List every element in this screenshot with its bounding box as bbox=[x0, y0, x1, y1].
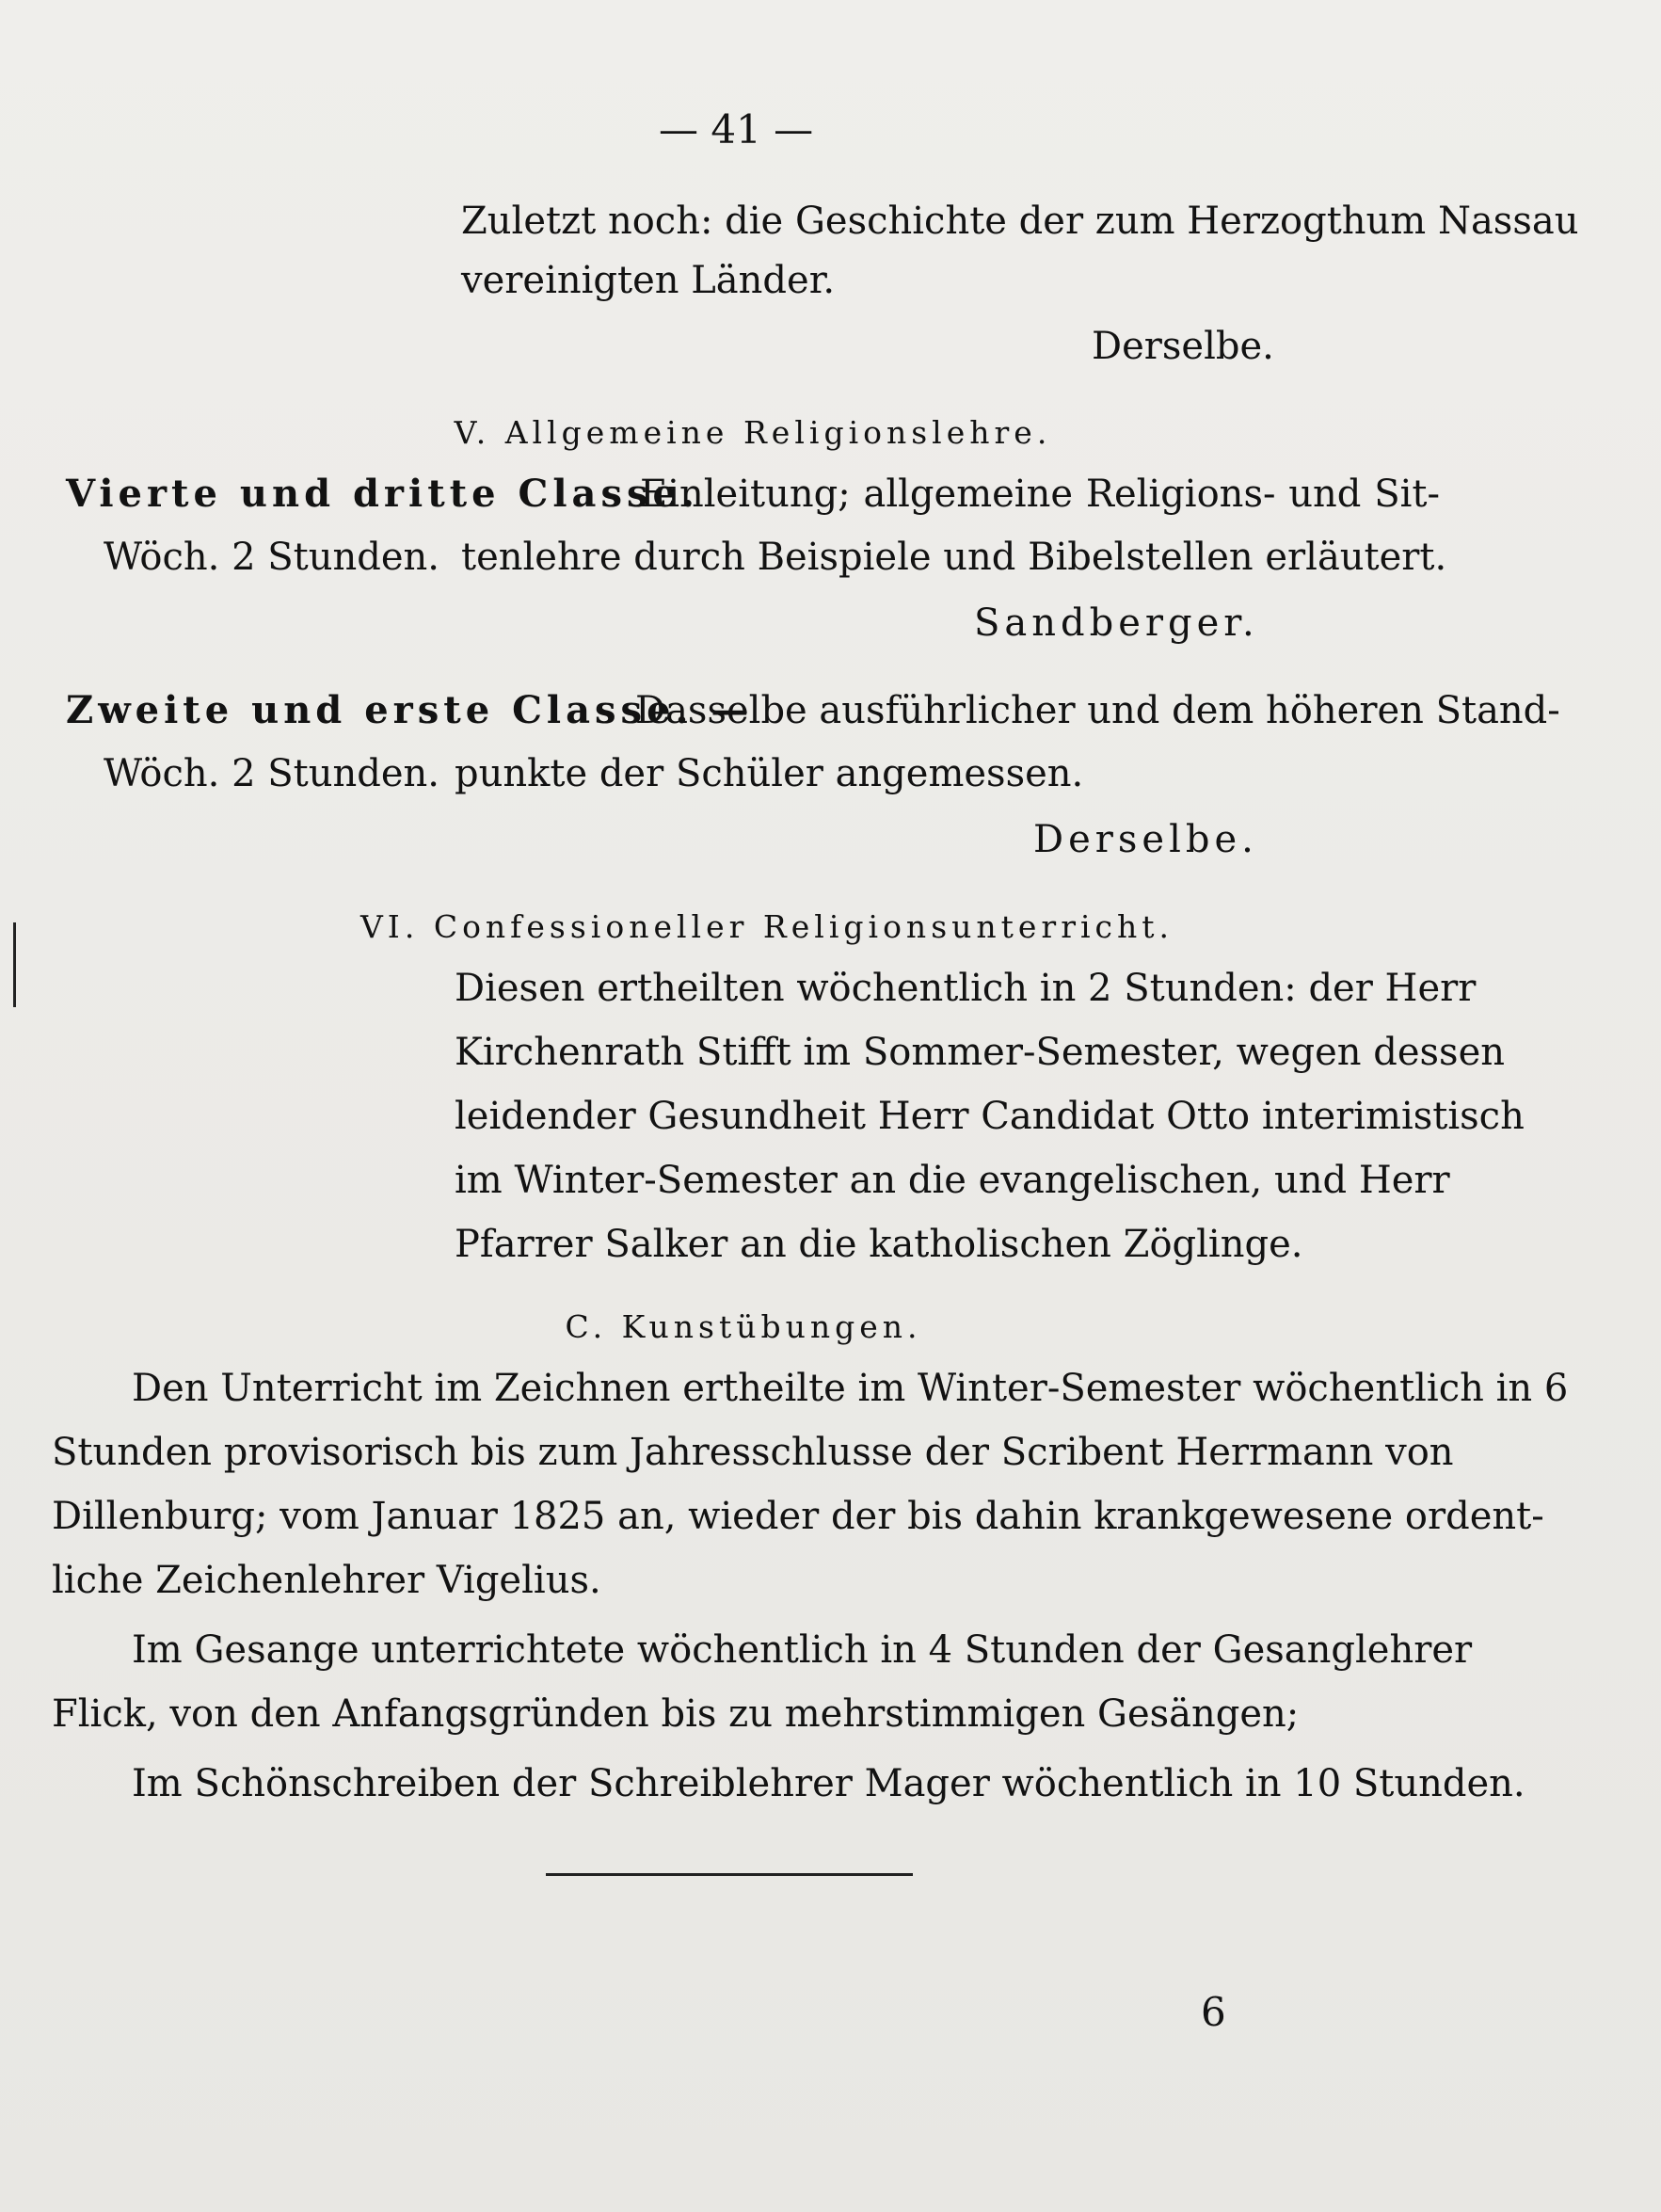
page-number: — 41 — bbox=[659, 106, 814, 152]
text-line: vereinigten Länder. bbox=[461, 259, 836, 302]
text-line: Flick, von den Anfangsgründen bis zu mehrstimmigen Gesängen; bbox=[52, 1692, 1300, 1736]
text-line: Den Unterricht im Zeichnen ertheilte im Winter-Semester wöchentlich in 6 bbox=[132, 1367, 1569, 1410]
text-line: Einleitung; allgemeine Religions- und Sit- bbox=[640, 473, 1440, 516]
text-line: im Winter-Semester an die evangelischen, und Herr bbox=[455, 1159, 1450, 1202]
section-heading: VI. Confessioneller Religionsunterricht. bbox=[359, 908, 1174, 945]
class-label: Vierte und dritte Classe. bbox=[66, 472, 699, 516]
text-line: liche Zeichenlehrer Vigelius. bbox=[52, 1559, 601, 1602]
text-line: punkte der Schüler angemessen. bbox=[455, 752, 1084, 795]
hours-label: Wöch. 2 Stunden. bbox=[104, 752, 439, 795]
text-line: Pfarrer Salker an die katholischen Zöglinge. bbox=[455, 1223, 1303, 1266]
teacher-name: Derselbe. bbox=[1092, 325, 1274, 368]
text-line: Diesen ertheilten wöchentlich in 2 Stunden: der Herr bbox=[455, 967, 1477, 1010]
text-line: leidender Gesundheit Herr Candidat Otto interimistisch bbox=[455, 1095, 1525, 1138]
class-label: Zweite und erste Classe. — bbox=[66, 688, 754, 732]
text-line: Dasselbe ausführlicher und dem höheren Stand- bbox=[635, 689, 1560, 732]
teacher-name: Sandberger. bbox=[974, 601, 1259, 645]
text-line: Im Gesange unterrichtete wöchentlich in 4 Stunden der Gesanglehrer bbox=[132, 1628, 1473, 1672]
text-line: Kirchenrath Stifft im Sommer-Semester, wegen dessen bbox=[455, 1031, 1506, 1074]
text-line: Dillenburg; vom Januar 1825 an, wieder der bis dahin krankgewesene ordent- bbox=[52, 1495, 1544, 1538]
hours-label: Wöch. 2 Stunden. bbox=[104, 536, 439, 579]
section-heading: C. Kunstübungen. bbox=[565, 1308, 922, 1345]
binding-edge bbox=[13, 922, 16, 1007]
text-line: Zuletzt noch: die Geschichte der zum Herzogthum Nassau bbox=[461, 200, 1579, 243]
teacher-name: Derselbe. bbox=[1033, 818, 1258, 861]
section-divider bbox=[546, 1873, 913, 1876]
text-line: Stunden provisorisch bis zum Jahresschlusse der Scribent Herrmann von bbox=[52, 1431, 1454, 1474]
section-heading: V. Allgemeine Religionslehre. bbox=[454, 414, 1052, 451]
text-line: tenlehre durch Beispiele und Bibelstellen erläutert. bbox=[461, 536, 1447, 579]
text-line: Im Schönschreiben der Schreiblehrer Mager wöchentlich in 10 Stunden. bbox=[132, 1762, 1525, 1805]
signature-mark: 6 bbox=[1201, 1989, 1226, 2035]
